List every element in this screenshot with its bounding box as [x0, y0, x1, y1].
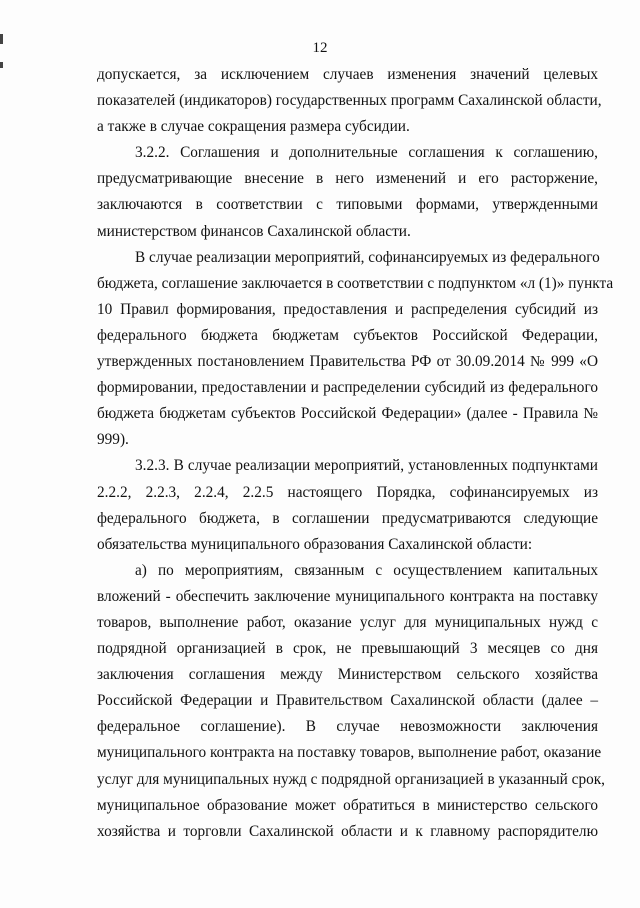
text-line: муниципального контракта на поставку товаров, выполнение работ, оказание: [97, 744, 602, 762]
text-line: заключения соглашения между Министерством сельского хозяйства: [97, 666, 598, 684]
page-number: 12: [312, 40, 328, 56]
text-line: утвержденных постановлением Правительства РФ от 30.09.2014 № 999 «О: [97, 353, 598, 371]
paragraph-federal-cofinancing: [97, 245, 614, 454]
document-body: [97, 62, 614, 845]
text-line: 3.2.2. Соглашения и дополнительные соглашения к соглашению,: [135, 144, 598, 162]
text-line: бюджета, соглашение заключается в соответствии с подпунктом «л (1)» пункта: [97, 274, 614, 292]
text-line: товаров, выполнение работ, оказание услуг для муниципальных нужд с: [97, 613, 598, 631]
paragraph-continuation: [97, 62, 602, 140]
text-line: В случае реализации мероприятий, софинансируемых из федерального: [135, 248, 600, 266]
text-line: а также в случае сокращения размера субсидии.: [97, 118, 410, 136]
scan-edge-mark: [0, 62, 3, 68]
text-line: показателей (индикаторов) государственных программ Сахалинской области,: [97, 92, 602, 110]
paragraph-subitem-a: [97, 558, 605, 845]
text-line: подрядной организацией в срок, не превышающий 3 месяцев со дня: [97, 640, 598, 658]
text-line: федерального бюджета, в соглашении предусматриваются следующие: [97, 509, 598, 527]
text-line: 2.2.2, 2.2.3, 2.2.4, 2.2.5 настоящего Порядка, софинансируемых из: [97, 483, 598, 501]
text-line: обязательства муниципального образования Сахалинской области:: [97, 535, 533, 553]
text-line: федерального бюджета бюджетам субъектов Российской Федерации,: [97, 326, 598, 344]
text-line: 999).: [97, 431, 129, 449]
text-line: федеральное соглашение). В случае невозможности заключения: [97, 718, 598, 736]
paragraph-3-2-3: [97, 453, 598, 557]
text-line: вложений - обеспечить заключение муниципального контракта на поставку: [97, 587, 598, 605]
text-line: хозяйства и торговли Сахалинской области и к главному распорядителю: [97, 822, 598, 840]
text-line: 3.2.3. В случае реализации мероприятий, установленных подпунктами: [135, 457, 598, 475]
text-line: а) по мероприятиям, связанным с осуществлением капитальных: [135, 561, 598, 579]
text-line: предусматривающие внесение в него изменений и его расторжение,: [97, 170, 598, 188]
paragraph-3-2-2: [97, 140, 598, 244]
text-line: муниципальное образование может обратиться в министерство сельского: [97, 796, 598, 814]
text-line: бюджета бюджетам субъектов Российской Федерации» (далее - Правила №: [97, 405, 598, 423]
text-line: услуг для муниципальных нужд с подрядной организацией в указанный срок,: [97, 770, 605, 788]
text-line: министерством финансов Сахалинской области.: [97, 222, 411, 240]
text-line: формировании, предоставлении и распределении субсидий из федерального: [97, 379, 598, 397]
text-line: допускается, за исключением случаев изменения значений целевых: [97, 66, 598, 83]
text-line: Российской Федерации и Правительством Сахалинской области (далее –: [97, 692, 598, 710]
text-line: 10 Правил формирования, предоставления и распределения субсидий из: [97, 300, 598, 318]
text-line: заключаются в соответствии с типовыми формами, утвержденными: [97, 196, 598, 214]
